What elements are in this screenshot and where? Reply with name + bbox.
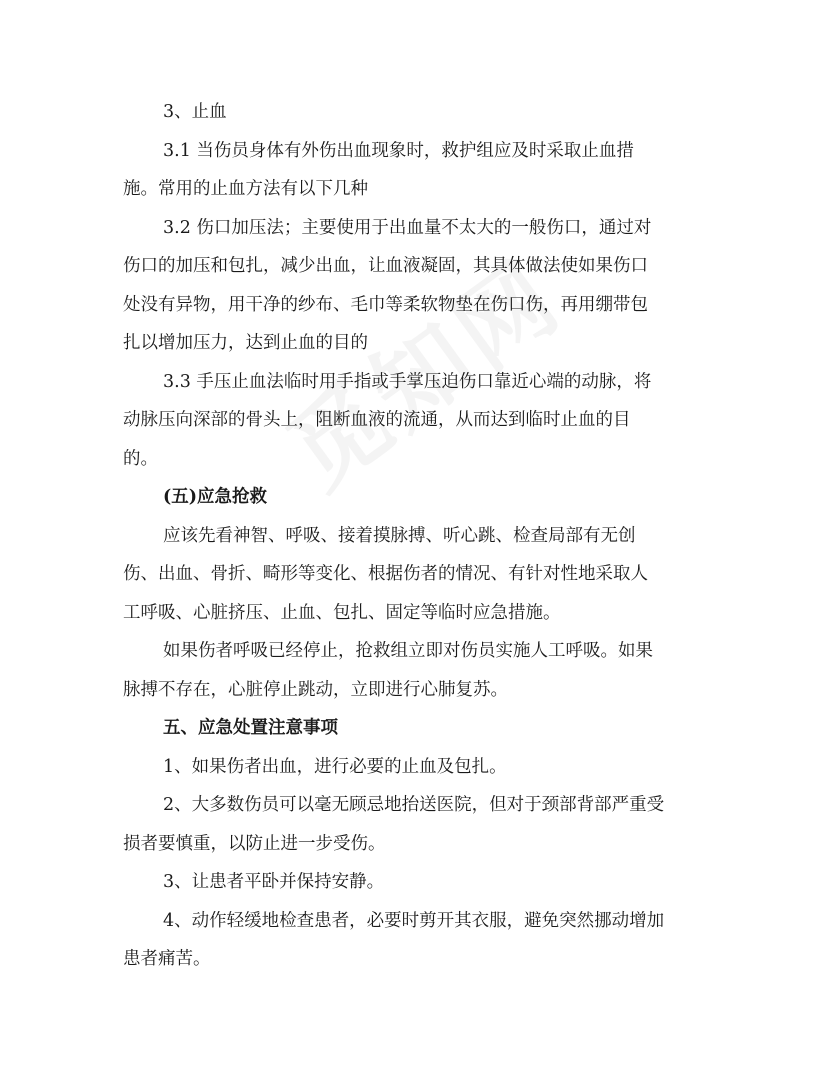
list-item: 3、让患者平卧并保持安静。 [163,872,385,892]
paragraph-line: 处没有异物，用干净的纱布、毛巾等柔软物垫在伤口伤，再用绷带包 [123,294,648,315]
paragraph-line: 3.1 当伤员身体有外伤出血现象时，救护组应及时采取止血措 [163,140,634,161]
paragraph-line: 工呼吸、心脏挤压、止血、包扎、固定等临时应急措施。 [123,602,561,623]
document-body [123,93,723,979]
paragraph-line: 扎以增加压力，达到止血的目的 [123,333,368,353]
list-item: 2、大多数伤员可以毫无顾忌地抬送医院，但对于颈部背部严重受 [163,795,665,815]
list-item: 1、如果伤者出血，进行必要的止血及包扎。 [163,756,507,777]
heading-bleeding: 3、止血 [163,102,227,122]
paragraph-line: 3.2 伤口加压法；主要使用于出血量不太大的一般伤口，通过对 [163,217,652,238]
paragraph-line: 3.3 手压止血法临时用手指或手掌压迫伤口靠近心端的动脉，将 [163,371,652,392]
list-item: 4、动作轻缓地检查患者，必要时剪开其衣服，避免突然挪动增加 [163,910,665,931]
paragraph-line: 如果伤者呼吸已经停止，抢救组立即对伤员实施人工呼吸。如果 [163,641,653,661]
heading-precautions: 五、应急处置注意事项 [163,718,338,738]
paragraph-line: 动脉压向深部的骨头上，阻断血液的流通，从而达到临时止血的目 [123,410,631,430]
paragraph-line: 脉搏不存在，心脏停止跳动，立即进行心肺复苏。 [123,679,508,700]
paragraph-line: 伤口的加压和包扎，减少出血，让血液凝固，其具体做法使如果伤口 [123,256,648,276]
list-item-continuation: 患者痛苦。 [123,949,211,969]
list-item-continuation: 损者要慎重，以防止进一步受伤。 [123,833,386,854]
paragraph-line: 的。 [123,448,158,469]
paragraph-line: 应该先看神智、呼吸、接着摸脉搏、听心跳、检查局部有无创 [163,525,636,546]
paragraph-line: 伤、出血、骨折、畸形等变化、根据伤者的情况、有针对性地采取人 [123,564,648,584]
heading-emergency-rescue: (五)应急抢救 [163,487,268,507]
paragraph-line: 施。常用的止血方法有以下几种 [123,179,368,199]
